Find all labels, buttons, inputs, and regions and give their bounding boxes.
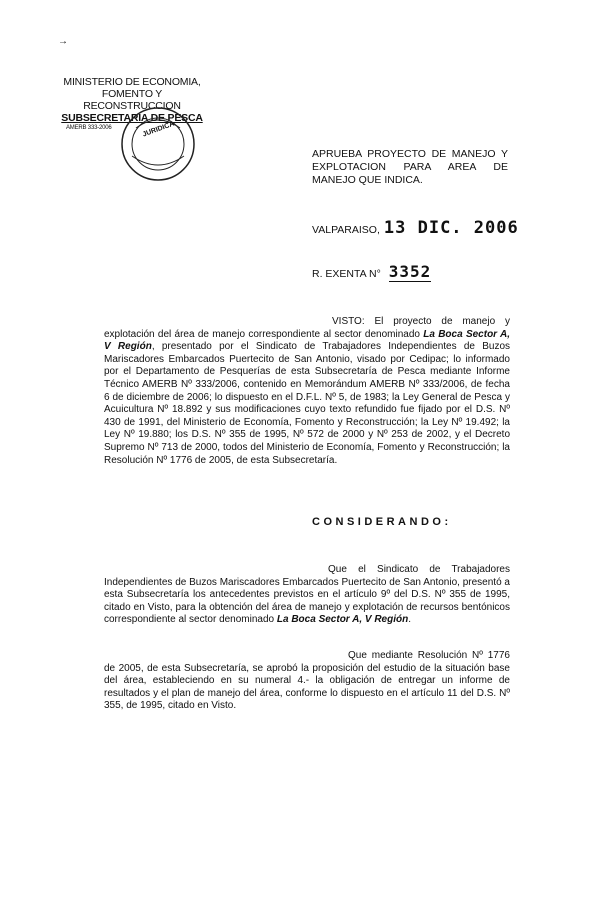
place-date [312,218,519,238]
header-line-ministry: MINISTERIO DE ECONOMIA, [63,76,201,88]
visto-area-name: La Boca Sector A, V Región [104,328,510,353]
considerando1-text-1: Que el Sindicato de Trabajadores Independientes de Buzos Mariscadores Embarcados Puertecito de San Antonio, presentó a esta Subsecretaría los antecedentes previstos en el artículo 9º del D.S. Nº 355 de 1995, citado en Visto, para la obtención del área de manejo y explotación de recursos bentónicos correspondiente al sector denominado [104,564,510,626]
date-stamp: 13 DIC. 2006 [383,218,519,238]
place-label: VALPARAISO, [312,224,380,236]
header-line-fomento: FOMENTO Y RECONSTRUCCION [83,88,181,112]
resolution-label: R. EXENTA N° [312,268,381,280]
resolution-number: 3352 [388,262,432,281]
visto-paragraph [104,316,510,467]
visto-text-2: , presentado por el Sindicato de Trabajadores Independientes de Buzos Mariscadores Embarcados Puertecito de San Antonio, visado por Cedipac; lo informado por el Departamento de Pesquerías de esta Subsecretaría de Pesca mediante Informe Técnico AMERB Nº 333/2006, contenido en Memorándum AMERB Nº 333/2006, de fecha 6 de diciembre de 2006; lo dispuesto en el D.F.L. Nº 5, de 1983; la Ley General de Pesca y Acuicultura Nº 18.892 y sus modificaciones cuyo texto refundido fue fijado por el D.S. Nº 430 de 1991, del Ministerio de Economía, Fomento y Reconstrucción; la Ley Nº 19.492; la Ley Nº 19.880; los D.S. Nº 355 de 1995, Nº 572 de 2000 y Nº 253 de 2002, y el Decreto Supremo Nº 713 de 2000, todos del Ministerio de Economía, Fomento y Reconstrucción; la Resolución Nº 1776 de 2005, de esta Subsecretaría. [104,341,511,466]
header-line-subsecretaria: SUBSECRETARIA DE PESCA [61,112,203,124]
considerando-paragraph-2: Que mediante Resolución Nº 1776 de 2005, de esta Subsecretaría, se aprobó la proposición del estudio de la situación base del área, estableciendo en su numeral 4.- la obligación de entregar un informe de resultados y el plan de manejo del área, conforme lo dispuesto en el artículo 11 del D.S. Nº 355, de 1995, citado en Visto. [104,650,510,712]
stamp-text: JURIDICA [141,120,176,139]
header-line-reference: AMERB 333-2006 [66,125,112,131]
visto-text-1: El proyecto de manejo y explotación del área de manejo correspondiente al sector denominado [104,316,510,340]
considerando-heading: CONSIDERANDO: [312,516,452,528]
juridica-stamp-icon [118,104,198,184]
considerando1-area-name: La Boca Sector A, V Región [276,614,409,626]
resolution-summary: APRUEBA PROYECTO DE MANEJO Y EXPLOTACION PARA AREA DE MANEJO QUE INDICA. [312,148,508,186]
resolution-number-line [312,262,431,281]
visto-label: VISTO: [332,316,365,327]
considerando-paragraph-1 [104,564,510,627]
margin-mark: → [58,36,68,47]
considerando1-text-2: . [408,614,411,626]
